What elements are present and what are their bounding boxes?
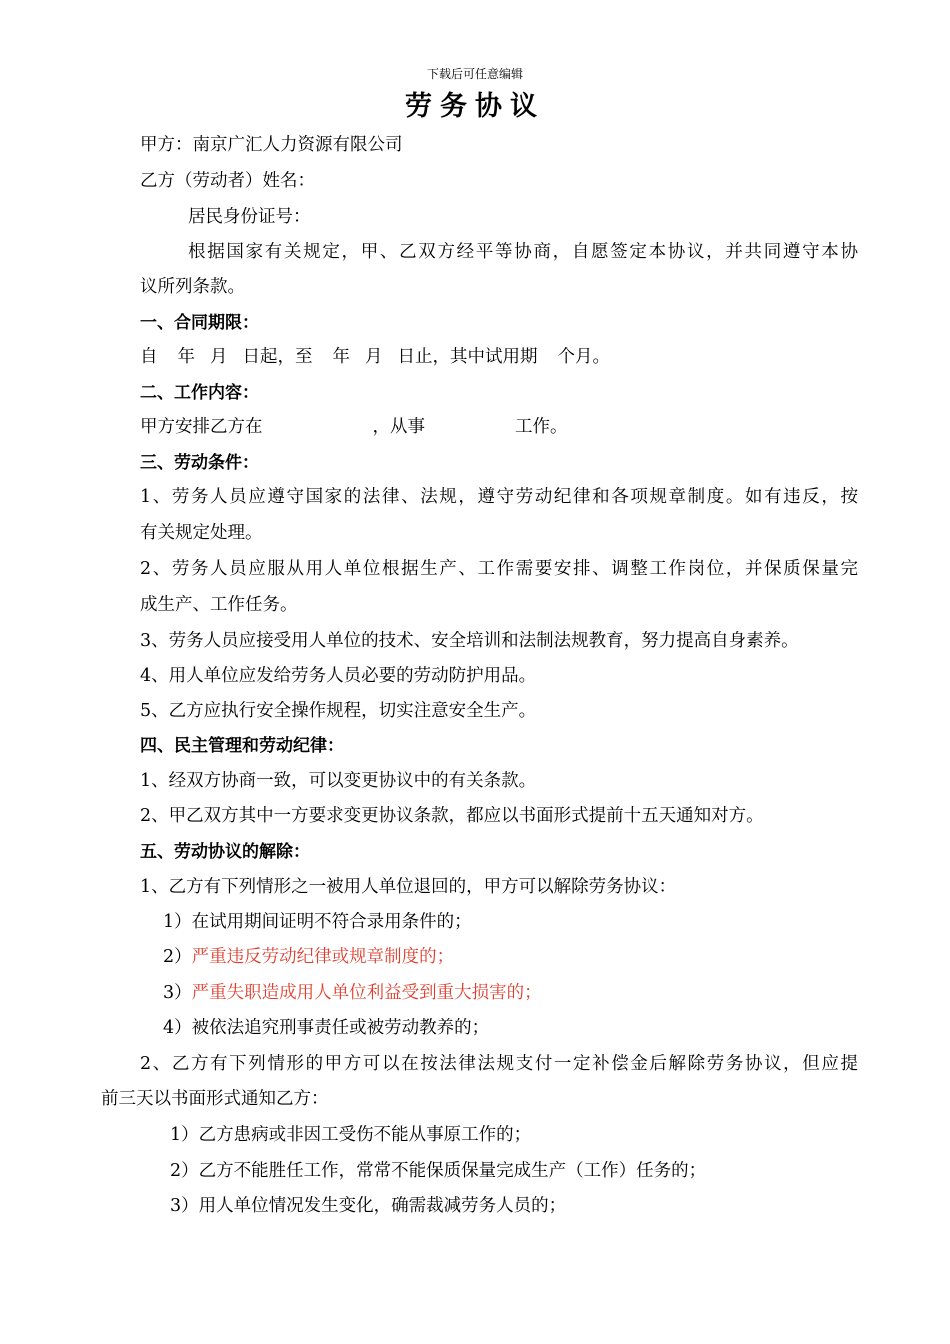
work-location-label: 甲方安排乙方在 [140, 417, 263, 437]
term-year-2: 年 [332, 347, 350, 367]
section-2-heading: 二、工作内容： [140, 383, 259, 403]
term-month-2: 月 [365, 347, 383, 367]
termination-2-sub-2: 2）乙方不能胜任工作，常常不能保质保量完成生产（工作）任务的； [170, 1161, 707, 1181]
term-start-day: 日起，至 [242, 347, 313, 367]
discipline-2: 2、甲乙双方其中一方要求变更协议条款，都应以书面形式提前十五天通知对方。 [140, 806, 764, 826]
document-title: 劳务协议 [405, 91, 545, 122]
termination-2-sub-3: 3）用人单位情况发生变化，确需裁减劳务人员的； [170, 1196, 567, 1216]
term-end-day: 日止，其中试用期 [397, 347, 538, 367]
party-a: 甲方：南京广汇人力资源有限公司 [140, 135, 403, 155]
condition-1-line-1: 1、劳务人员应遵守国家的法律、法规，遵守劳动纪律和各项规章制度。如有违反，按 [140, 487, 858, 507]
sub-item-text: 被依法追究刑事责任或被劳动教养的； [191, 1018, 490, 1038]
sub-item-number: 1） [163, 912, 192, 932]
header-note: 下载后可任意编辑 [426, 67, 523, 81]
termination-1: 1、乙方有下列情形之一被用人单位退回的，甲方可以解除劳务协议： [140, 877, 677, 897]
work-content-line [140, 415, 568, 439]
termination-1-sub-2 [163, 945, 454, 969]
section-3-heading: 三、劳动条件： [140, 453, 259, 473]
section-5-heading: 五、劳动协议的解除： [140, 842, 310, 862]
work-suffix: 工作。 [515, 417, 568, 437]
term-year-1: 年 [177, 347, 195, 367]
discipline-1: 1、经双方协商一致，可以变更协议中的有关条款。 [140, 771, 537, 791]
termination-1-sub-4 [163, 1016, 489, 1040]
termination-2-line-1: 2、乙方有下列情形的甲方可以在按法律法规支付一定补偿金后解除劳务协议，但应提 [140, 1054, 858, 1074]
work-engaged-label: ，从事 [372, 417, 425, 437]
section-4-heading: 四、民主管理和劳动纪律： [140, 736, 344, 756]
sub-item-number: 3） [163, 983, 192, 1003]
sub-item-number: 2） [163, 947, 192, 967]
sub-item-text-highlighted: 严重违反劳动纪律或规章制度的； [191, 947, 455, 967]
term-month-1: 月 [210, 347, 228, 367]
condition-1-line-2: 有关规定处理。 [140, 523, 263, 543]
condition-5: 5、乙方应执行安全操作规程，切实注意安全生产。 [140, 701, 537, 721]
condition-2-line-1: 2、劳务人员应服从用人单位根据生产、工作需要安排、调整工作岗位，并保质保量完 [140, 559, 858, 579]
preamble-line-2: 议所列条款。 [140, 277, 245, 297]
condition-4: 4、用人单位应发给劳务人员必要的劳动防护用品。 [140, 666, 537, 686]
term-from: 自 [140, 347, 158, 367]
termination-1-sub-1 [163, 910, 472, 934]
condition-2-line-2: 成生产、工作任务。 [140, 595, 298, 615]
contract-term-line [140, 345, 610, 369]
termination-2-sub-1: 1）乙方患病或非因工受伤不能从事原工作的； [170, 1125, 532, 1145]
term-months: 个月。 [557, 347, 610, 367]
condition-3: 3、劳务人员应接受用人单位的技术、安全培训和法制法规教育，努力提高自身素养。 [140, 631, 799, 651]
termination-2-line-2: 前三天以书面形式通知乙方： [101, 1089, 329, 1109]
party-b-name: 乙方（劳动者）姓名： [140, 171, 315, 191]
sub-item-number: 4） [163, 1018, 192, 1038]
termination-1-sub-3 [163, 981, 542, 1005]
id-number-label: 居民身份证号： [188, 207, 311, 227]
preamble-line-1: 根据国家有关规定，甲、乙双方经平等协商，自愿签定本协议，并共同遵守本协 [188, 242, 858, 262]
sub-item-text: 在试用期间证明不符合录用条件的； [191, 912, 472, 932]
section-1-heading: 一、合同期限： [140, 313, 259, 333]
sub-item-text-highlighted: 严重失职造成用人单位利益受到重大损害的； [191, 983, 542, 1003]
